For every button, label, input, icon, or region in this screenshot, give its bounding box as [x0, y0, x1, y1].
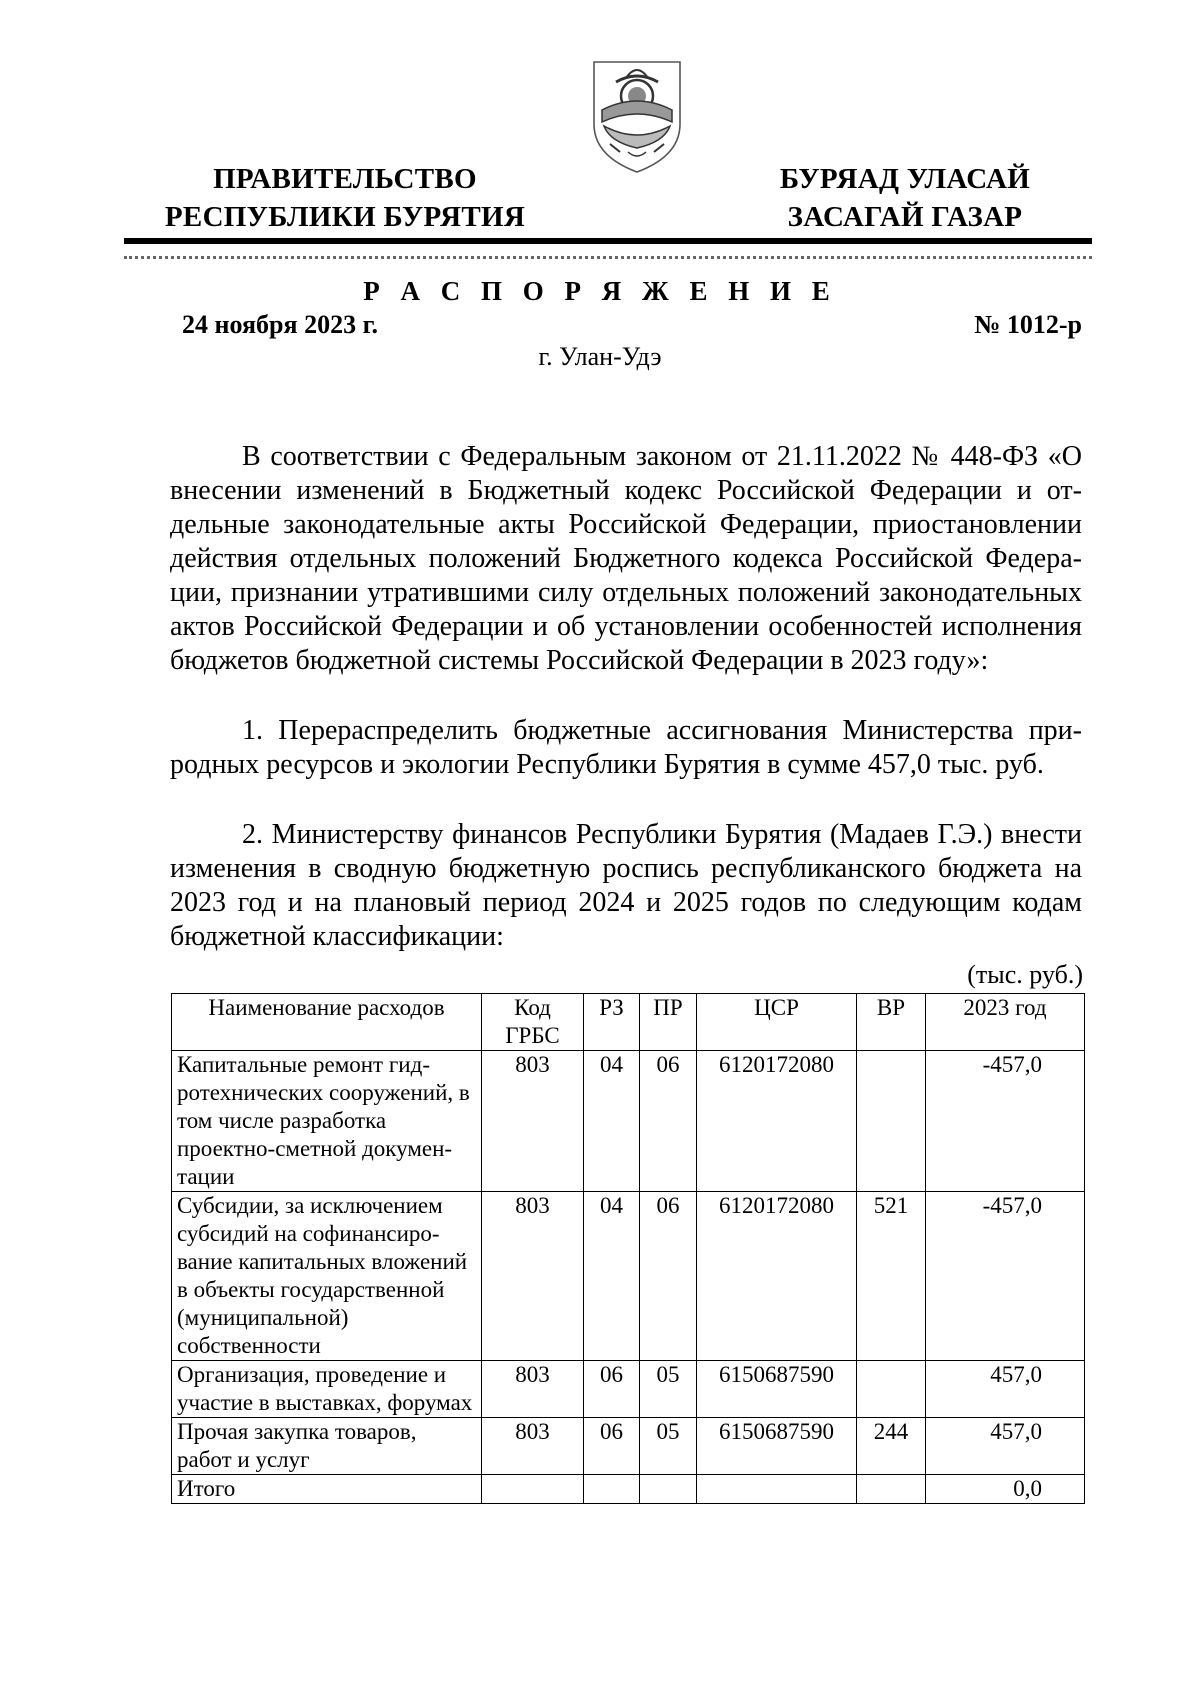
cell-vr [857, 1475, 926, 1504]
cell-grbs: 803 [482, 1051, 584, 1192]
cell-pr [640, 1475, 697, 1504]
cell-csr: 6150687590 [697, 1361, 857, 1418]
cell-csr: 6150687590 [697, 1418, 857, 1475]
col-header-vr: ВР [857, 994, 926, 1051]
table-total-row [172, 1475, 1085, 1504]
cell-csr: 6120172080 [697, 1051, 857, 1192]
document-city: г. Улан-Удэ [538, 342, 662, 371]
cell-pr: 06 [640, 1051, 697, 1192]
table-row [172, 1192, 1085, 1361]
table-row [172, 1418, 1085, 1475]
document-type: Р А С П О Р Я Ж Е Н И Е [363, 276, 837, 306]
header-right [735, 160, 1075, 236]
cell-pr: 05 [640, 1418, 697, 1475]
cell-rz: 04 [584, 1051, 640, 1192]
header-left-line2: РЕСПУБЛИКИ БУРЯТИЯ [164, 201, 526, 233]
cell-name: Капитальные ремонт гидротехнических сооружений, в том числе разработка проектно-сметной документации [172, 1051, 482, 1192]
col-header-csr: ЦСР [697, 994, 857, 1051]
col-header-year: 2023 год [926, 994, 1085, 1051]
col-header-pr: ПР [640, 994, 697, 1051]
cell-name: Субсидии, за исключением субсидий на софинансирование капитальных вложений в объекты государственной (муниципальной) собственности [172, 1192, 482, 1361]
budget-table [171, 993, 1085, 1504]
cell-rz: 06 [584, 1361, 640, 1418]
cell-name: Прочая закупка товаров, работ и услуг [172, 1418, 482, 1475]
document-body [170, 440, 1082, 954]
cell-grbs: 803 [482, 1192, 584, 1361]
body-paragraph-preamble: В соответствии с Федеральным законом от 21.11.2022 № 448-ФЗ «О внесении изменений в Бюджетный кодекс Российской Федерации и отдельные законодательные акты Российской Федерации, приостановлении действия отдельных положений Бюджетного кодекса Российской Федерации, признании утратившими силу отдельных положений законодательных актов Российской Федерации и об установлении особенностей исполнения бюджетов бюджетной системы Российской Федерации в 2023 году»: [170, 441, 1082, 676]
cell-sum: 0,0 [926, 1475, 1085, 1504]
cell-rz: 06 [584, 1418, 640, 1475]
cell-pr: 06 [640, 1192, 697, 1361]
cell-grbs [482, 1475, 584, 1504]
cell-csr: 6120172080 [697, 1192, 857, 1361]
header-right-line1: БУРЯАД УЛАСАЙ [779, 163, 1031, 195]
table-units: (тыс. руб.) [967, 960, 1083, 989]
cell-name: Организация, проведение и участие в выставках, форумах [172, 1361, 482, 1418]
table-header-row [172, 994, 1085, 1051]
coat-of-arms-icon [590, 52, 684, 176]
table-row [172, 1051, 1085, 1192]
cell-grbs: 803 [482, 1361, 584, 1418]
cell-sum: 457,0 [926, 1418, 1085, 1475]
cell-rz: 04 [584, 1192, 640, 1361]
col-header-rz: РЗ [584, 994, 640, 1051]
body-paragraph-item-1: 1. Перераспределить бюджетные ассигнования Министерства природных ресурсов и экологии Республики Бурятия в сумме 457,0 тыс. руб. [170, 715, 1082, 780]
header-right-line2: ЗАСАГАЙ ГАЗАР [787, 201, 1023, 233]
header-divider-thick [124, 238, 1092, 244]
cell-pr: 05 [640, 1361, 697, 1418]
header-left-line1: ПРАВИТЕЛЬСТВО [213, 163, 477, 195]
cell-sum: -457,0 [926, 1192, 1085, 1361]
cell-csr [697, 1475, 857, 1504]
col-header-grbs: Код ГРБС [482, 994, 584, 1051]
cell-rz [584, 1475, 640, 1504]
cell-sum: -457,0 [926, 1051, 1085, 1192]
cell-name: Итого [172, 1475, 482, 1504]
body-paragraph-item-2: 2. Министерству финансов Республики Бурятия (Мадаев Г.Э.) внести изменения в сводную бюджетную роспись республиканского бюджета на 2023 год и на плановый период 2024 и 2025 годов по следующим кодам бюджетной классификации: [170, 819, 1082, 952]
cell-sum: 457,0 [926, 1361, 1085, 1418]
header-divider-thin [124, 256, 1092, 259]
col-header-name: Наименование расходов [172, 994, 482, 1051]
header-left [160, 160, 530, 236]
document-date: 24 ноября 2023 г. [182, 310, 378, 339]
cell-vr: 521 [857, 1192, 926, 1361]
cell-grbs: 803 [482, 1418, 584, 1475]
cell-vr: 244 [857, 1418, 926, 1475]
table-row [172, 1361, 1085, 1418]
cell-vr [857, 1051, 926, 1192]
document-number: № 1012-р [974, 310, 1082, 339]
cell-vr [857, 1361, 926, 1418]
